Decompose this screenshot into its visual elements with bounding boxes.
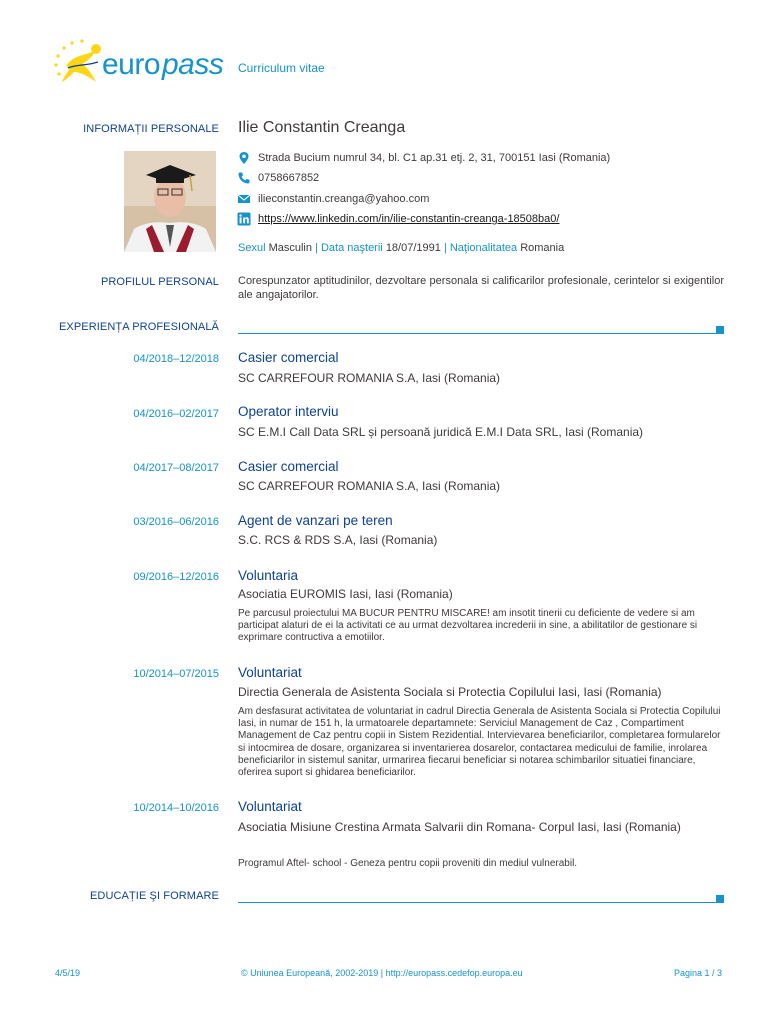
job-title: Agent de vanzari pe teren bbox=[238, 513, 393, 528]
job-employer: Asociatia Misiune Crestina Armata Salvarii din Romana- Corpul Iasi, Iasi (Romania) bbox=[238, 820, 681, 834]
separator: | bbox=[443, 242, 447, 254]
job-dates: 03/2016–06/2016 bbox=[133, 516, 219, 528]
job-employer: Asociatia EUROMIS Iasi, Iasi (Romania) bbox=[238, 587, 453, 601]
job-dates: 10/2014–07/2015 bbox=[133, 668, 219, 680]
job-description: Pe parcusul proiectului MA BUCUR PENTRU MISCARE! am insotit tinerii cu deficiente de vedere si am participat alaturi de ei la activitati ce au urmat dezvoltarea increderii in sine, a abilitatilor de gestionare si exprimare contructiva a emotiilor. bbox=[238, 608, 698, 644]
section-divider-square bbox=[716, 326, 724, 334]
job-dates: 09/2016–12/2016 bbox=[133, 571, 219, 583]
document-title: Curriculum vitae bbox=[238, 61, 325, 75]
job-dates: 04/2018–12/2018 bbox=[133, 353, 219, 365]
profile-text: Corespunzator aptitudinilor, dezvoltare personala si calificarilor profesionale, cerintelor si exigentilor ale angajatorilor. bbox=[238, 275, 724, 301]
linkedin-icon bbox=[237, 212, 251, 226]
address-text: Strada Bucium numrul 34, bl. C1 ap.31 etj. 2, 31, 700151 Iasi (Romania) bbox=[258, 152, 611, 164]
full-name: Ilie Constantin Creanga bbox=[238, 119, 406, 136]
job-title: Operator interviu bbox=[238, 404, 339, 419]
job-employer: Directia Generala de Asistenta Sociala si Protectia Copilului Iasi, Iasi (Romania) bbox=[238, 685, 662, 699]
job-title: Casier comercial bbox=[238, 350, 339, 365]
experience-label: EXPERIENȚA PROFESIONALĂ bbox=[58, 321, 219, 333]
job-title: Voluntaria bbox=[238, 568, 299, 583]
job-dates: 04/2017–08/2017 bbox=[133, 462, 219, 474]
separator: | bbox=[315, 242, 318, 254]
sex-label: Sexul bbox=[238, 242, 266, 254]
phone-icon bbox=[237, 171, 251, 185]
footer-date: 4/5/19 bbox=[55, 968, 81, 978]
logo-text-euro: euro bbox=[102, 48, 161, 81]
phone-text: 0758667852 bbox=[258, 172, 320, 184]
job-title: Voluntariat bbox=[238, 665, 302, 680]
birth-value: 18/07/1991 bbox=[385, 242, 441, 254]
job-employer: SC CARREFOUR ROMANIA S.A, Iasi (Romania) bbox=[238, 371, 501, 385]
job-employer: S.C. RCS & RDS S.A, Iasi (Romania) bbox=[238, 533, 438, 547]
personal-info-label: INFORMAȚII PERSONALE bbox=[83, 123, 219, 135]
logo-text-pass: pass bbox=[162, 48, 224, 81]
email-icon bbox=[237, 192, 251, 206]
email-text[interactable]: ilieconstantin.creanga@yahoo.com bbox=[258, 193, 430, 205]
job-employer: SC E.M.I Call Data SRL și persoană juridică E.M.I Data SRL, Iasi (Romania) bbox=[238, 425, 644, 439]
footer-copyright[interactable]: © Uniunea Europeană, 2002-2019 | http://europass.cedefop.europa.eu bbox=[241, 968, 523, 978]
section-divider bbox=[238, 902, 718, 903]
job-title: Voluntariat bbox=[238, 799, 302, 814]
job-title: Casier comercial bbox=[238, 459, 339, 474]
job-employer: SC CARREFOUR ROMANIA S.A, Iasi (Romania) bbox=[238, 479, 501, 493]
linkedin-link[interactable]: https://www.linkedin.com/in/ilie-constantin-creanga-18508ba0/ bbox=[258, 213, 560, 225]
location-pin-icon bbox=[237, 151, 251, 165]
job-description: Am desfasurat activitatea de voluntariat in cadrul Directia Generala de Asistenta Sociala si Protectia Copilului Iasi, in numar de 151 h, la urmatoarele departamnete: Serviciul Management de Caz , Compartiment Management de Caz pentru copii in Sistem Rezidential. Intervievarea beneficiarilor, completarea formularelor si intocmirea de dosare, organizarea si inventarierea dosarelor, contactarea medicului de familie, inrolarea beneficiarilor in sistemul sanitar, urmarirea fiecarui beneficiar si notarea schimbarilor situatiei financiare, oferirea suport si ghidarea beneficiarilor. bbox=[238, 706, 721, 779]
job-dates: 10/2014–10/2016 bbox=[133, 802, 219, 814]
sex-value: Masculin bbox=[268, 242, 312, 254]
personal-details-line bbox=[238, 242, 564, 254]
europass-logo bbox=[52, 38, 222, 90]
nationality-value: Romania bbox=[520, 242, 565, 254]
job-description: Programul Aftel- school - Geneza pentru copii proveniti din mediul vulnerabil. bbox=[238, 858, 578, 869]
education-label: EDUCAȚIE ŞI FORMARE bbox=[89, 890, 219, 902]
section-divider bbox=[238, 333, 718, 334]
footer-page-number: Pagina 1 / 3 bbox=[673, 968, 722, 978]
birth-label: Data naşterii bbox=[320, 242, 383, 254]
profile-label: PROFILUL PERSONAL bbox=[100, 276, 219, 288]
section-divider-square bbox=[716, 895, 724, 903]
job-dates: 04/2016–02/2017 bbox=[133, 408, 219, 420]
nationality-label: Naţionalitatea bbox=[449, 242, 518, 254]
profile-photo bbox=[124, 151, 216, 252]
